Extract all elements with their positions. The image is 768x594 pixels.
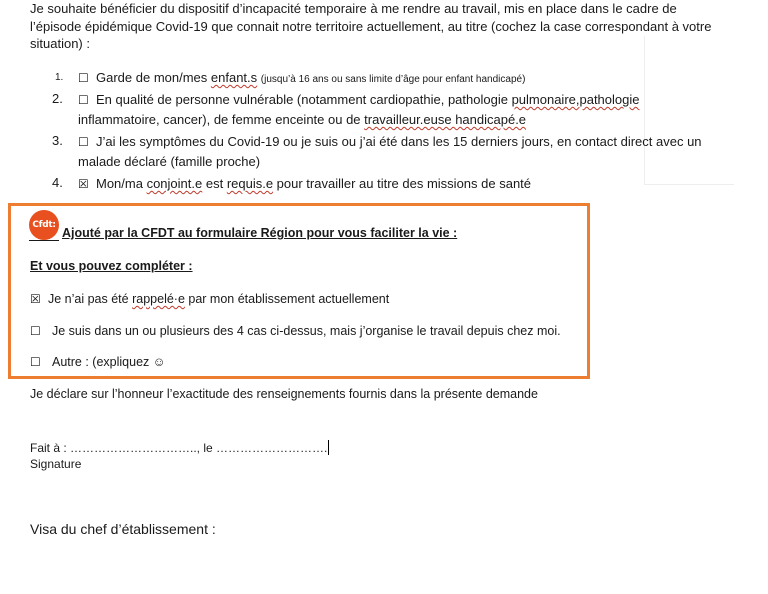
intro-paragraph: Je souhaite bénéficier du dispositif d’incapacité temporaire à me rendre au travail, mis en place dans le cadre de l’épisode épidémique Covid-19 que connait notre territoire actuellement, au titre (cochez la case correspondant à votre situation) :	[30, 1, 712, 51]
checked-checkbox-icon[interactable]: ☒	[78, 177, 89, 191]
logo-underline	[29, 240, 59, 241]
cfdt-option-2: ☐ Je suis dans un ou plusieurs des 4 cas ci-dessus, mais j’organise le travail depuis chez moi.	[30, 324, 561, 338]
text-cursor	[328, 440, 329, 455]
list-number: 2.	[52, 91, 63, 106]
cfdt-added-title: Ajouté par la CFDT au formulaire Région pour vous faciliter la vie :	[62, 226, 458, 240]
checkbox-icon[interactable]: ☐	[78, 93, 89, 107]
checked-checkbox-icon[interactable]: ☒	[30, 292, 41, 306]
checkbox-icon[interactable]: ☐	[78, 71, 89, 85]
fait-a-line: Fait à : ………………………….., le ……………………….	[30, 441, 328, 455]
list-number: 1.	[55, 72, 64, 83]
signature-label: Signature	[30, 457, 82, 471]
checkbox-icon[interactable]: ☐	[30, 324, 41, 338]
cfdt-option-1: ☒ Je n’ai pas été rappelé·e par mon établissement actuellement	[30, 292, 390, 306]
declaration-text: Je déclare sur l’honneur l’exactitude des renseignements fournis dans la présente demande	[30, 387, 538, 401]
list-number: 4.	[52, 175, 63, 190]
list-item-text: ☐ J’ai les symptômes du Covid-19 ou je suis ou j’ai été dans les 15 derniers jours, en contact direct avec un malade déclaré (famille proche)	[78, 134, 702, 169]
cfdt-option-3: ☐ Autre : (expliquez ☺	[30, 355, 166, 369]
complete-title: Et vous pouvez compléter :	[30, 259, 193, 273]
list-number: 3.	[52, 133, 63, 148]
cfdt-logo-icon: Cfdt:	[29, 210, 59, 240]
list-item-text: ☐ Garde de mon/mes enfant.s (jusqu’à 16 ans ou sans limite d’âge pour enfant handicapé)	[78, 68, 718, 90]
visa-label: Visa du chef d’établissement :	[30, 521, 216, 537]
checkbox-icon[interactable]: ☐	[30, 355, 41, 369]
list-item-text: ☒ Mon/ma conjoint.e est requis.e pour travailler au titre des missions de santé	[78, 174, 718, 194]
checkbox-icon[interactable]: ☐	[78, 135, 89, 149]
list-item-text: ☐ En qualité de personne vulnérable (notamment cardiopathie, pathologie pulmonaire,pathologie inflammatoire, cancer), de femme enceinte ou de travailleur.euse handicapé.e	[78, 92, 640, 127]
